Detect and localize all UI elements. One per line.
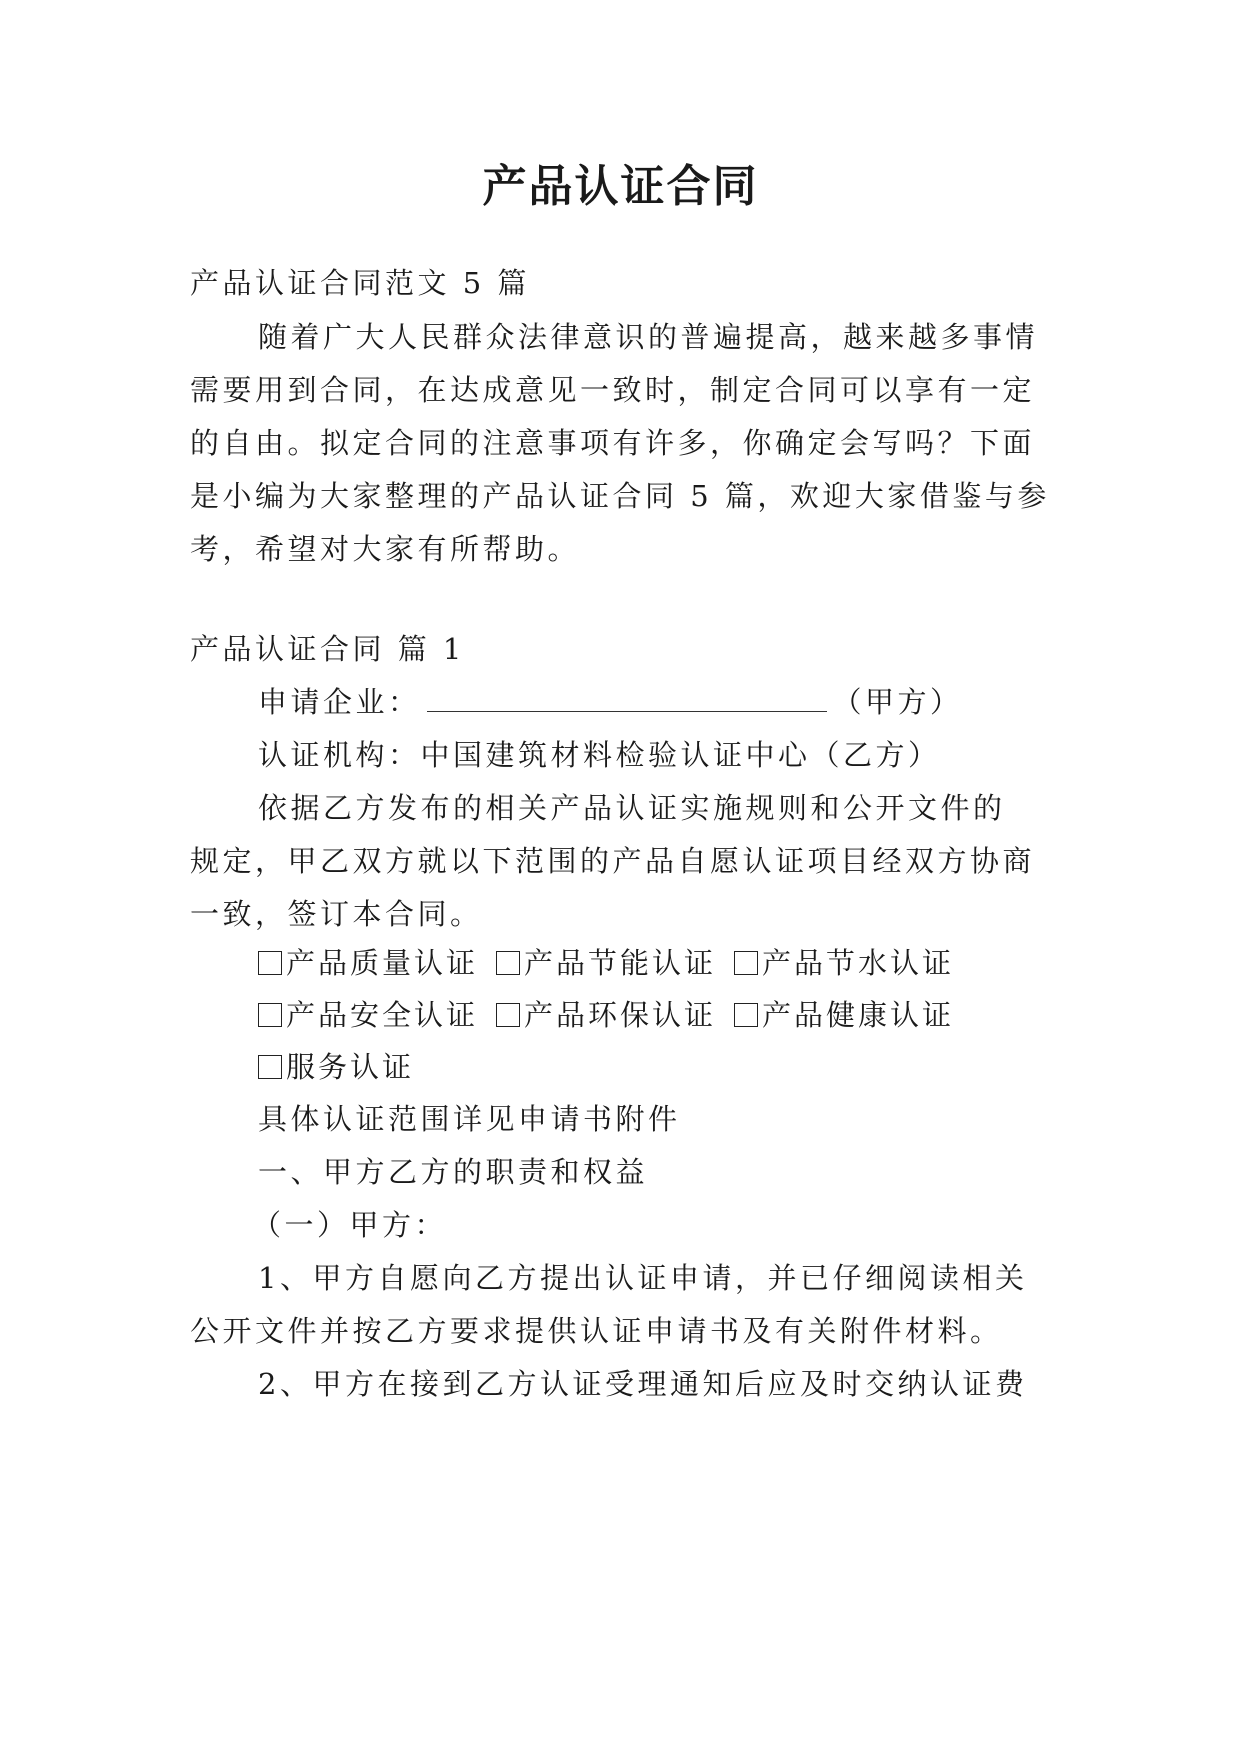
- clause1-line-1: 1、甲方自愿向乙方提出认证申请，并已仔细阅读相关: [258, 1261, 1028, 1295]
- section-heading: 产品认证合同 篇 1: [190, 632, 465, 666]
- checkbox-icon[interactable]: [734, 951, 758, 975]
- checkbox-icon[interactable]: [258, 1003, 282, 1027]
- checkbox-row-3: [258, 1047, 432, 1087]
- certifier-line: 认证机构：中国建筑材料检验认证中心（乙方）: [258, 738, 941, 772]
- checkbox-option[interactable]: 产品健康认证: [734, 995, 954, 1035]
- basis-line-3: 一致，签订本合同。: [190, 897, 483, 931]
- intro-line-3: 的自由。拟定合同的注意事项有许多，你确定会写吗？下面: [190, 426, 1036, 460]
- checkbox-icon[interactable]: [496, 951, 520, 975]
- basis-line-1: 依据乙方发布的相关产品认证实施规则和公开文件的: [258, 791, 1006, 825]
- checkbox-icon[interactable]: [734, 1003, 758, 1027]
- applicant-suffix: （甲方）: [832, 685, 963, 719]
- checkbox-option[interactable]: 产品节水认证: [734, 943, 954, 983]
- checkbox-row-1: [258, 943, 972, 983]
- checkbox-option[interactable]: 产品质量认证: [258, 943, 478, 983]
- checkbox-icon[interactable]: [496, 1003, 520, 1027]
- checkbox-option[interactable]: 产品节能认证: [496, 943, 716, 983]
- intro-line-2: 需要用到合同，在达成意见一致时，制定合同可以享有一定: [190, 373, 1036, 407]
- intro-line-4: 是小编为大家整理的产品认证合同 5 篇，欢迎大家借鉴与参: [190, 479, 1050, 513]
- checkbox-icon[interactable]: [258, 951, 282, 975]
- party-a-heading: （一）甲方：: [252, 1208, 448, 1242]
- intro-line-5: 考，希望对大家有所帮助。: [190, 532, 581, 566]
- applicant-label: 申请企业：: [258, 685, 421, 719]
- checkbox-row-2: [258, 995, 972, 1035]
- document-subtitle: 产品认证合同范文 5 篇: [190, 266, 530, 300]
- article-one-heading: 一、甲方乙方的职责和权益: [258, 1155, 649, 1189]
- clause1-line-2: 公开文件并按乙方要求提供认证申请书及有关附件材料。: [190, 1314, 1003, 1348]
- clause2-line-1: 2、甲方在接到乙方认证受理通知后应及时交纳认证费: [258, 1367, 1028, 1401]
- applicant-line: [258, 682, 1118, 722]
- checkbox-option[interactable]: 产品安全认证: [258, 995, 478, 1035]
- checkbox-icon[interactable]: [258, 1055, 282, 1079]
- scope-line: 具体认证范围详见申请书附件: [258, 1102, 681, 1136]
- applicant-blank: [427, 685, 827, 712]
- checkbox-option[interactable]: 服务认证: [258, 1047, 414, 1087]
- intro-line-1: 随着广大人民群众法律意识的普遍提高，越来越多事情: [258, 320, 1039, 354]
- basis-line-2: 规定，甲乙双方就以下范围的产品自愿认证项目经双方协商: [190, 844, 1036, 878]
- document-title: 产品认证合同: [482, 161, 759, 212]
- checkbox-option[interactable]: 产品环保认证: [496, 995, 716, 1035]
